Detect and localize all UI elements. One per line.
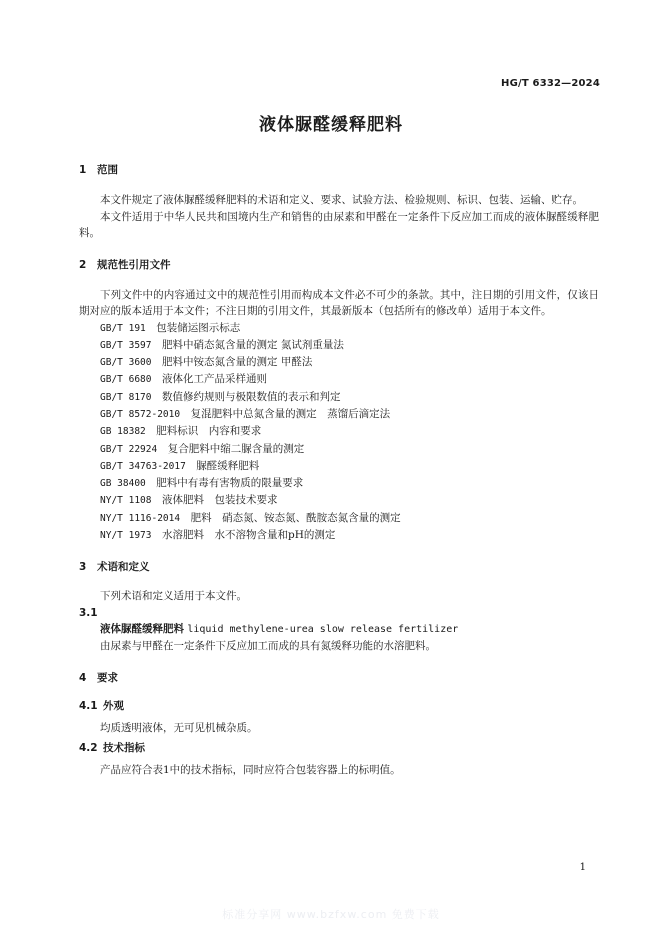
reference-title: 肥料中铵态氮含量的测定 甲醛法 bbox=[161, 356, 313, 369]
subsection-number: 4.1 bbox=[79, 699, 98, 712]
reference-item bbox=[79, 475, 599, 492]
reference-title: 肥料标识 内容和要求 bbox=[156, 425, 262, 438]
section-title: 术语和定义 bbox=[97, 561, 150, 574]
subsection-title: 技术指标 bbox=[103, 742, 145, 755]
reference-item bbox=[79, 527, 599, 544]
paragraph: 产品应符合表1中的技术指标，同时应符合包装容器上的标明值。 bbox=[100, 764, 401, 777]
reference-title: 水溶肥料 水不溶物含量和pH的测定 bbox=[161, 529, 336, 542]
document-title: 液体脲醛缓释肥料 bbox=[259, 115, 403, 135]
term-chinese: 液体脲醛缓释肥料 bbox=[100, 622, 184, 635]
section-number: 2 bbox=[79, 258, 87, 271]
reference-title: 数值修约规则与极限数值的表示和判定 bbox=[161, 390, 341, 403]
section-title: 范围 bbox=[97, 164, 118, 176]
reference-item bbox=[79, 458, 599, 475]
reference-title: 液体化工产品采样通则 bbox=[161, 373, 267, 386]
reference-code: NY/T 1108 bbox=[100, 495, 152, 507]
section-number: 1 bbox=[79, 164, 87, 176]
subsection-number: 4.2 bbox=[79, 742, 98, 755]
paragraph: 均质透明液体，无可见机械杂质。 bbox=[100, 721, 258, 734]
subsection-heading-appearance bbox=[79, 698, 599, 714]
reference-title: 液体肥料 包装技术要求 bbox=[161, 494, 278, 507]
reference-code: GB/T 6680 bbox=[100, 374, 152, 386]
subsection-heading-technical-indicators bbox=[79, 740, 599, 756]
reference-item bbox=[79, 354, 599, 371]
reference-code: GB/T 191 bbox=[100, 322, 146, 334]
section-heading-terms bbox=[79, 559, 599, 575]
term-definition: 由尿素与甲醛在一定条件下反应加工而成的具有氮缓释功能的水溶肥料。 bbox=[100, 639, 436, 652]
section-title: 要求 bbox=[97, 671, 118, 684]
reference-code: GB/T 22924 bbox=[100, 443, 158, 455]
reference-code: GB/T 8170 bbox=[100, 391, 152, 403]
reference-title: 肥料中硝态氮含量的测定 氮试剂重量法 bbox=[161, 338, 344, 351]
reference-title: 复合肥料中缩二脲含量的测定 bbox=[167, 442, 305, 455]
reference-title: 包装储运图示标志 bbox=[156, 321, 241, 334]
section-heading-normative-references bbox=[79, 257, 599, 273]
reference-item bbox=[79, 337, 599, 354]
reference-item bbox=[79, 510, 599, 527]
term-english: liquid methylene-urea slow release fertilizer bbox=[187, 623, 459, 635]
reference-code: GB 18382 bbox=[100, 426, 146, 438]
subsection-title: 外观 bbox=[103, 699, 124, 712]
reference-item bbox=[79, 389, 599, 406]
reference-code: GB/T 8572-2010 bbox=[100, 408, 181, 420]
reference-code: GB/T 34763-2017 bbox=[100, 460, 186, 472]
term-number: 3.1 bbox=[79, 606, 98, 619]
reference-title: 肥料 硝态氮、铵态氮、酰胺态氮含量的测定 bbox=[190, 511, 401, 524]
section-number: 3 bbox=[79, 561, 87, 574]
reference-code: GB 38400 bbox=[100, 478, 146, 490]
reference-code: NY/T 1973 bbox=[100, 530, 152, 542]
reference-item bbox=[79, 371, 599, 388]
reference-item bbox=[79, 423, 599, 440]
section-heading-requirements bbox=[79, 670, 599, 686]
reference-list bbox=[79, 320, 599, 545]
standard-code: HG/T 6332—2024 bbox=[501, 78, 600, 89]
term-entry bbox=[79, 621, 599, 638]
paragraph: 本文件适用于中华人民共和国境内生产和销售的由尿素和甲醛在一定条件下反应加工而成的液体脲醛缓释肥料。 bbox=[79, 210, 599, 239]
section-number: 4 bbox=[79, 671, 87, 684]
reference-item bbox=[79, 492, 599, 509]
reference-item bbox=[79, 320, 599, 337]
paragraph: 下列术语和定义适用于本文件。 bbox=[100, 590, 247, 603]
reference-title: 肥料中有毒有害物质的限量要求 bbox=[156, 477, 304, 490]
watermark: 标准分享网 www.bzfxw.com 免费下载 bbox=[222, 908, 440, 921]
section-title: 规范性引用文件 bbox=[97, 258, 171, 271]
reference-code: GB/T 3600 bbox=[100, 357, 152, 369]
reference-title: 脲醛缓释肥料 bbox=[196, 459, 260, 472]
section-heading-scope bbox=[79, 162, 599, 178]
reference-code: GB/T 3597 bbox=[100, 339, 152, 351]
paragraph: 本文件规定了液体脲醛缓释肥料的术语和定义、要求、试验方法、检验规则、标识、包装、运输、贮存。 bbox=[100, 194, 583, 206]
reference-item bbox=[79, 441, 599, 458]
reference-item bbox=[79, 406, 599, 423]
paragraph: 下列文件中的内容通过文中的规范性引用而构成本文件必不可少的条款。其中，注日期的引用文件，仅该日期对应的版本适用于本文件；不注日期的引用文件，其最新版本（包括所有的修改单）适用于本文件。 bbox=[79, 288, 599, 317]
reference-title: 复混肥料中总氮含量的测定 蒸馏后滴定法 bbox=[190, 407, 391, 420]
document-body bbox=[79, 162, 599, 779]
page-number: 1 bbox=[579, 862, 586, 873]
reference-code: NY/T 1116-2014 bbox=[100, 512, 181, 524]
